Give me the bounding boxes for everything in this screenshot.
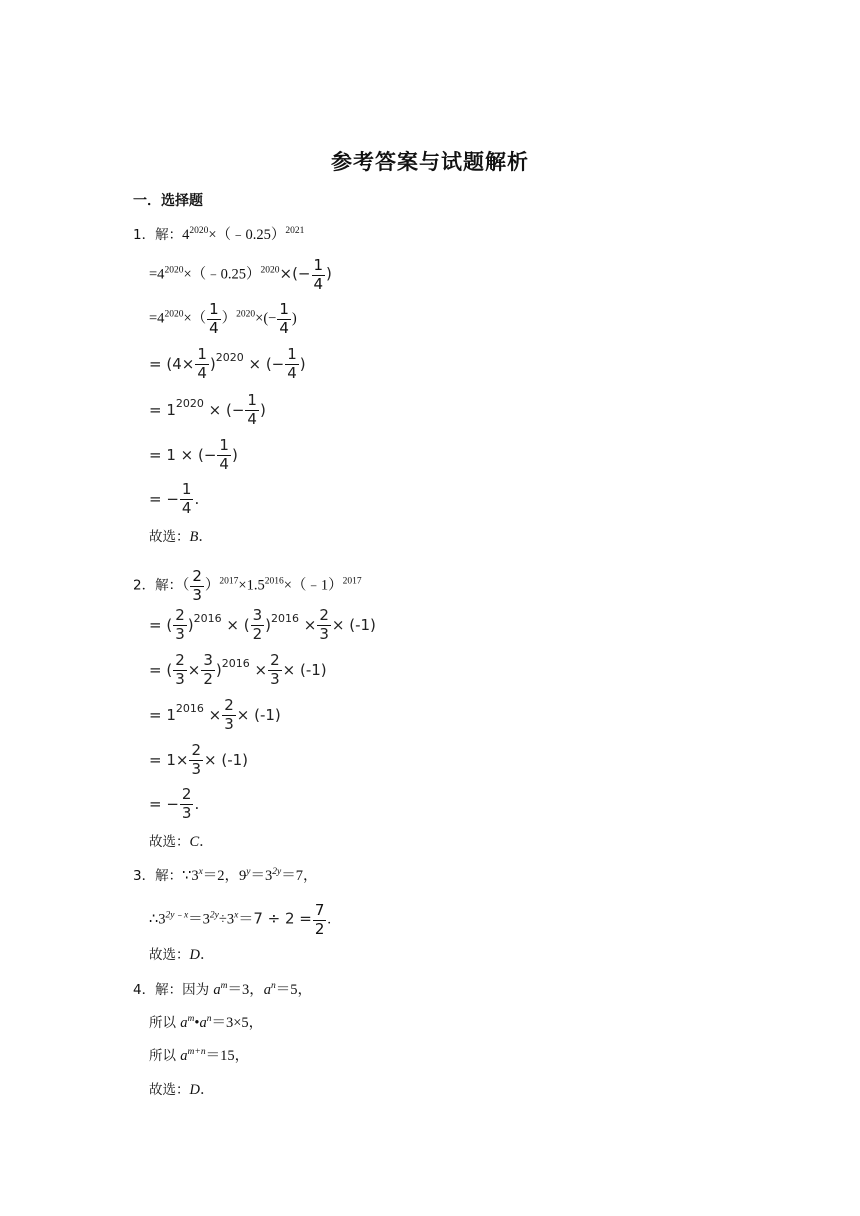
q1-line-6: = − $\frac{1}{4}$ . — [149, 480, 200, 517]
fraction-two-thirds: $\frac{2}{3}$ — [175, 651, 185, 688]
page-title: 参考答案与试题解析 — [331, 150, 529, 174]
q1-line-5: = 1 × (− $\frac{1}{4}$ ) — [149, 436, 238, 473]
fraction-one-quarter: $\frac{1}{4}$ — [197, 345, 207, 382]
q3-line-0: 3．解：$\because 3^x=2$，$9^y=3^{2y}=7$， — [133, 867, 318, 884]
q1-line-4: = $1^{2020}$ × (− $\frac{1}{4}$ ) — [149, 391, 266, 428]
fraction-two-thirds: $\frac{2}{3}$ — [192, 567, 202, 604]
fraction-one-quarter: $\frac{1}{4}$ — [313, 256, 324, 293]
q2-line-2: = ( $\frac{2}{3}$ × $\frac{3}{2}$ )$^{2016}$ × $\frac{2}{3}$ × (-1) — [149, 651, 327, 688]
fraction-two-thirds: $\frac{2}{3}$ — [175, 606, 185, 643]
fraction-one-quarter: $\frac{1}{4}$ — [219, 436, 229, 473]
section-heading: 一．选择题 — [133, 193, 203, 209]
q2-line-5: = − $\frac{2}{3}$ . — [149, 785, 200, 822]
q1-line-1: $=4^{2020}\times(﹣0.25)^{2020}\times(-$ $\frac{1}{4}$ ) — [149, 256, 332, 293]
q4-label: 4．解： — [133, 982, 183, 998]
fraction-one-quarter: $\frac{1}{4}$ — [279, 300, 289, 337]
q1-line-3: = (4× $\frac{1}{4}$ )$^{2020}$ × (− $\frac{1}{4}$ ) — [149, 345, 306, 382]
q3-answer: 故选：D． — [149, 947, 215, 963]
q4-answer: 故选：D． — [149, 1082, 215, 1098]
fraction-one-quarter: $\frac{1}{4}$ — [209, 300, 219, 337]
fraction-two-thirds: $\frac{2}{3}$ — [270, 651, 280, 688]
q2-line-4: = 1× $\frac{2}{3}$ × (-1) — [149, 741, 248, 778]
q3-line-1: $\therefore 3^{2y﹣x}=3^{2y}\div 3^x=7 \div 2$ = $\frac{7}{2}$ . — [149, 901, 332, 938]
q1-line-2: $=4^{2020}\times$（ $\frac{1}{4}$ ）$^{2020}$×(− $\frac{1}{4}$ ) — [149, 300, 297, 337]
q4-line-0: 4．解：因为 $a^m=3$，$a^n=5$， — [133, 981, 313, 998]
q3-label: 3．解： — [133, 868, 183, 884]
q2-line-1: = ( $\frac{2}{3}$ )$^{2016}$ × ( $\frac{3}{2}$ )$^{2016}$ × $\frac{2}{3}$ × (-1) — [149, 606, 376, 643]
q4-line-1: 所以 $a^m•a^n=3\times 5$， — [149, 1014, 264, 1031]
q2-label: 2．解： — [133, 577, 183, 594]
fraction-one-quarter: $\frac{1}{4}$ — [287, 345, 297, 382]
fraction-three-halves: $\frac{3}{2}$ — [252, 606, 263, 643]
q1-answer: 故选：B． — [149, 529, 213, 545]
fraction-two-thirds: $\frac{2}{3}$ — [224, 696, 234, 733]
q4-line-2: 所以 $a^{m+n}=15$， — [149, 1047, 250, 1064]
q2-line-3: = $1^{2016}$ × $\frac{2}{3}$ × (-1) — [149, 696, 281, 733]
fraction-three-halves: $\frac{3}{2}$ — [203, 651, 213, 688]
fraction-two-thirds: $\frac{2}{3}$ — [181, 785, 192, 822]
q1-label: 1．解： — [133, 227, 183, 243]
q2-line-0: 2．解：（ $\frac{2}{3}$ ）$^{2017}\times 1.5^{2016}\times(﹣1)^{2017}$ — [133, 567, 362, 604]
fraction-seven-halves: $\frac{7}{2}$ — [314, 901, 325, 938]
fraction-two-thirds: $\frac{2}{3}$ — [191, 741, 201, 778]
q1-line-0: 1．解：$4^{2020}\times(﹣0.25)^{2021}$ — [133, 226, 305, 243]
fraction-two-thirds: $\frac{2}{3}$ — [319, 606, 329, 643]
fraction-one-quarter: $\frac{1}{4}$ — [247, 391, 257, 428]
fraction-one-quarter: $\frac{1}{4}$ — [181, 480, 192, 517]
q2-answer: 故选：C． — [149, 834, 214, 850]
